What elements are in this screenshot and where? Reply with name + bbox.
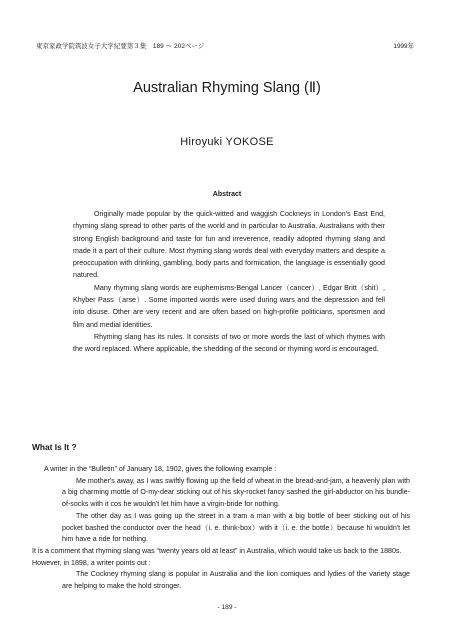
- abstract-body: [73, 208, 385, 356]
- quote-paragraph-1: Me mother's away, as I was swiftly flowing up the field of wheat in the bread-and-jam, a heavenly plan with a big charming mottle of O-my-dear sticking out of his sky-rocket fancy sashed the girl-abductor on his bundle-of-socks with it cos he wouldn't let him have a virgin-bride for nothing.: [62, 476, 410, 509]
- section-heading: What Is It ?: [32, 442, 77, 452]
- year-label: 1999年: [393, 43, 414, 50]
- paper-title: Australian Rhyming Slang (Ⅱ): [133, 80, 321, 96]
- page-number: - 189 -: [217, 604, 237, 611]
- body-paragraph: It is a comment that rhyming slang was “twenty years old at least” in Australia, which would take us back to the 1880s. However, in 1898, a writer points out :: [32, 546, 402, 567]
- abstract-heading: Abstract: [212, 191, 242, 198]
- quote-paragraph-3: The Cockney rhyming slang is popular in Australia and the lion comiques and lydies of the variety stage are helping to make the hold stronger.: [62, 570, 410, 591]
- journal-header: 東京家政学院筑波女子大学紀要第３集 189 ～ 202ページ: [36, 43, 205, 50]
- abstract-paragraph-2: Many rhyming slang words are euphemisms-Bengal Lancer（cancer）, Edgar Britt（shit）, Khyber Pass（arse）. Some imported words were used during wars and the depression and fell into disuse. Other are very recent and are often based on high-profile politicians, sportsmen and film and medial identities.: [73, 283, 385, 329]
- quote-paragraph-2: The other day as I was going up the street in a tram a man with a big bottle of beer sticking out of his pocket bashed the conductor over the head（i. e. think-box）with it（i. e. the bottle）because hi wouldn't let him have a ride for nothing.: [62, 511, 410, 544]
- abstract-paragraph-3: Rhyming slang has its rules. It consists of two or more words the last of which rhymes with the word replaced. Where applicable, the shedding of the second or rhyming word is encouraged.: [73, 332, 385, 354]
- author-name: Hiroyuki YOKOSE: [180, 136, 274, 148]
- intro-paragraph: A writer in the “Bulletin” of January 18, 1902, gives the following example :: [44, 465, 277, 473]
- abstract-paragraph-1: Originally made popular by the quick-witted and waggish Cockneys in London's East End, rhyming slang spread to other parts of the world and in particular to Australia. Australians with their strong English background and taste for fun and irreverence, readily adopted rhyming slang and made it a part of their culture. Most rhyming slang words deal with everyday matters and despite a preoccupation with drinking, gambling, body parts and formication, the language is essentially good natured.: [73, 210, 385, 280]
- section-body: [32, 464, 428, 593]
